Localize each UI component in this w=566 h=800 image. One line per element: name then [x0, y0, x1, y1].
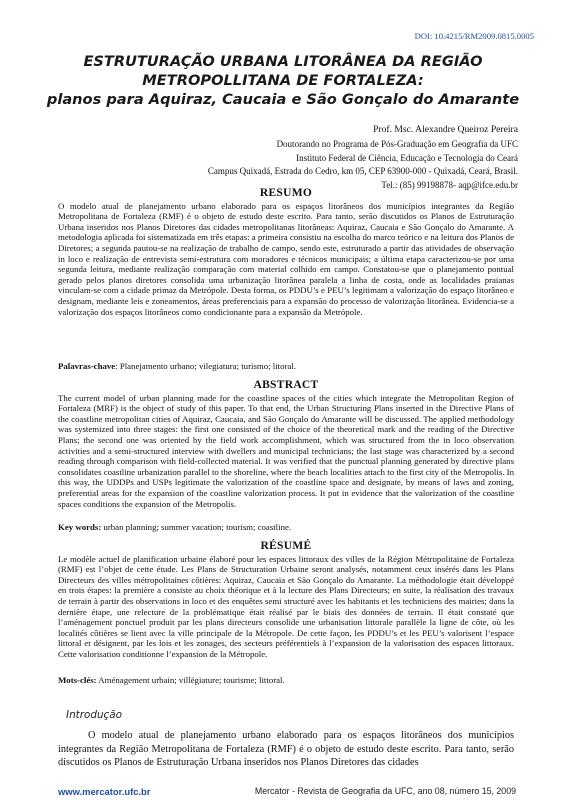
resume-section [58, 541, 514, 660]
resumo-keywords-text: : Planejamento urbano; vilegiatura; turismo; litoral. [115, 361, 296, 371]
resume-text: Le modèle actuel de planification urbaine élaboré pour les espaces littoraux des villes de la Région Métropolitaine de Fortaleza (RMF) est l’objet de cette étude. Les Plans de Structuration Urbaine seront analysés, notamment ceux insérés dans les Plans Directeurs des villes métropolitaines côtières: Aquiraz, Caucaia et São Gonçalo do Amarante. La méthodologie était développé en trois étapes: la première a consiste au choix théorique et à la lecture des Plans Directeurs; en suite, la réalisation des travaux de terrain à partir des observations in loco et des enquêtes semi structuré avec les habitants et les techniciens des mairies; dans la dernière étape, une relecture de la problématique était réalisé par le biais des données de terrain. Il était constaté que l’aménagement ponctuel produit par les plans directeurs consolide une urbanisation littorale parallèle la ligne de côte, où les localités côtières se lient avec la ville principale de la Métropole. De cette façon, les PDDU’s et les PEU’s valorisent l’espace littoral et désignent, par les lois et les zonages, des secteurs préférentiels à l’expansion de la valorisation des espaces littoraux. Cette valorisation conditionne l’expansion de la Métropole. [58, 553, 514, 659]
journal-citation: Mercator - Revista de Geografia da UFC, ano 08, número 15, 2009 [254, 786, 516, 796]
abstract-keywords-label: Key words: [58, 522, 102, 532]
title-line-1: ESTRUTURAÇÃO URBANA LITORÂNEA DA REGIÃO [83, 53, 483, 70]
resume-keywords-label: Mots-clés: [58, 675, 97, 685]
resumo-section [58, 188, 514, 317]
doi-label[interactable]: DOI: 10.4215/RM2009.0815.0005 [414, 31, 534, 41]
resume-keywords-text: Aménagement urbain; villégiature; tourisme; littoral. [96, 675, 285, 685]
abstract-keywords [58, 522, 514, 532]
author-block [138, 123, 518, 192]
title-line-2: METROPOLLITANA DE FORTALEZA: [142, 72, 424, 89]
author-contact: Tel.: (85) 99198878- aqp@ifce.edu.br [381, 179, 518, 190]
author-address: Campus Quixadá, Estrada do Cedro, km 05, CEP 63900-000 - Quixadá, Ceará, Brasil. [207, 166, 518, 177]
author-name: Prof. Msc. Alexandre Queiroz Pereira [373, 124, 518, 135]
abstract-keywords-text: urban planning; summer vacation; tourism; coastline. [101, 522, 292, 532]
journal-url-link[interactable]: www.mercator.ufc.br [58, 786, 151, 797]
resumo-text: O modelo atual de planejamento urbano elaborado para os espaços litorâneos dos municípios integrantes da Região Metropolitana de Fortaleza (RMF) é o objeto de estudo deste escrito. Para tanto, serão discutidos os Planos de Estruturação Urbana inseridos nos Planos Diretores das cidades metropolitanas litorâneas: Aquiraz, Caucaia e São Gonçalo do Amarante. A metodologia aplicada foi sistematizada em três etapas: a primeira consistiu na escolha do marco teórico e na leitura dos Planos de Diretores; a segunda pautou-se na realização de trabalho de campo, sendo este, estruturado a partir das atividades de observação in loco e realização de entrevista semi-estrutura com moradores e técnicos municipais; a última etapa caracterizou-se por uma segunda leitura, mediante realização comparação com material colhido em campo. Constatou-se que o planejamento pontual gerado pelos planos diretores consolida uma urbanização litorânea paralela a linha de costa, onde as localidades praianas vinculam-se com a cidade primaz da Metrópole. Desta forma, os PDDU’s e PEU’s legitimam a valorização do espaço litorâneo e designam, mediante leis e zoneamentos, áreas preferenciais para a expansão do processo de valorização litorânea. Evidencia-se a valorização dos espaços litorâneos como condicionante para a expansão da Metrópole. [58, 200, 514, 317]
introducao-text: O modelo atual de planejamento urbano elaborado para os espaços litorâneos dos municípios integrantes da Região Metropolitana de Fortaleza (RMF) é o objeto de estudo deste escrito. Para tanto, serão discutidos os Planos de Estruturação Urbana inseridos nos Planos Diretores das cidades [58, 730, 514, 769]
resumo-heading: RESUMO [259, 187, 313, 199]
abstract-heading: ABSTRACT [253, 379, 319, 391]
article-title [40, 52, 526, 109]
title-subtitle: planos para Aquiraz, Caucaia e São Gonçalo do Amarante [46, 91, 520, 108]
resume-heading: RÉSUMÉ [260, 540, 312, 552]
resumo-keywords [58, 361, 514, 371]
resumo-keywords-label: Palavras-chave [58, 361, 116, 371]
abstract-section [58, 380, 514, 509]
author-affiliation-1: Doutorando no Programa de Pós-Graduação em Geografia da UFC [276, 139, 518, 150]
introducao-heading: Introdução [66, 709, 122, 721]
abstract-text: The current model of urban planning made for the coastline spaces of the cities which integrate the Metropolitan Region of Fortaleza (MRF) is the object of study of this paper. To that end, the Urban Structuring Plans inserted in the Directive Plans of the coastline metropolitan cities of Aquiraz, Caucaia, and São Gonçalo do Amarante will be discussed. The applied methodology was systemized into three stages: the first one consisted of the choice of the theoretical mark and the reading of the Directive Plans; the second one was oriented by the field work accomplishment, which was structured from the in loco observation activities and a semi-structured interview with dwellers and municipal technicians; the last stage was characterized by a second reading through comparison with field-collected material. It was verified that the punctual planning generated by directive plans consolidates coastline urbanization parallel to the shoreline, where the beach localities attach to the first city of the Metropolis. In this way, the UDDPs and USPs legitimate the valorization of the coastline space and designate, by means of laws and zoning, preferential areas for the expansion of the coastline valorization process. It put in evidence that the valorization of the coastline spaces conditions the expansion of the Metropolis. [58, 392, 514, 509]
resume-keywords [58, 675, 514, 685]
author-affiliation-2: Instituto Federal de Ciência, Educação e Tecnologia do Ceará [296, 152, 518, 163]
